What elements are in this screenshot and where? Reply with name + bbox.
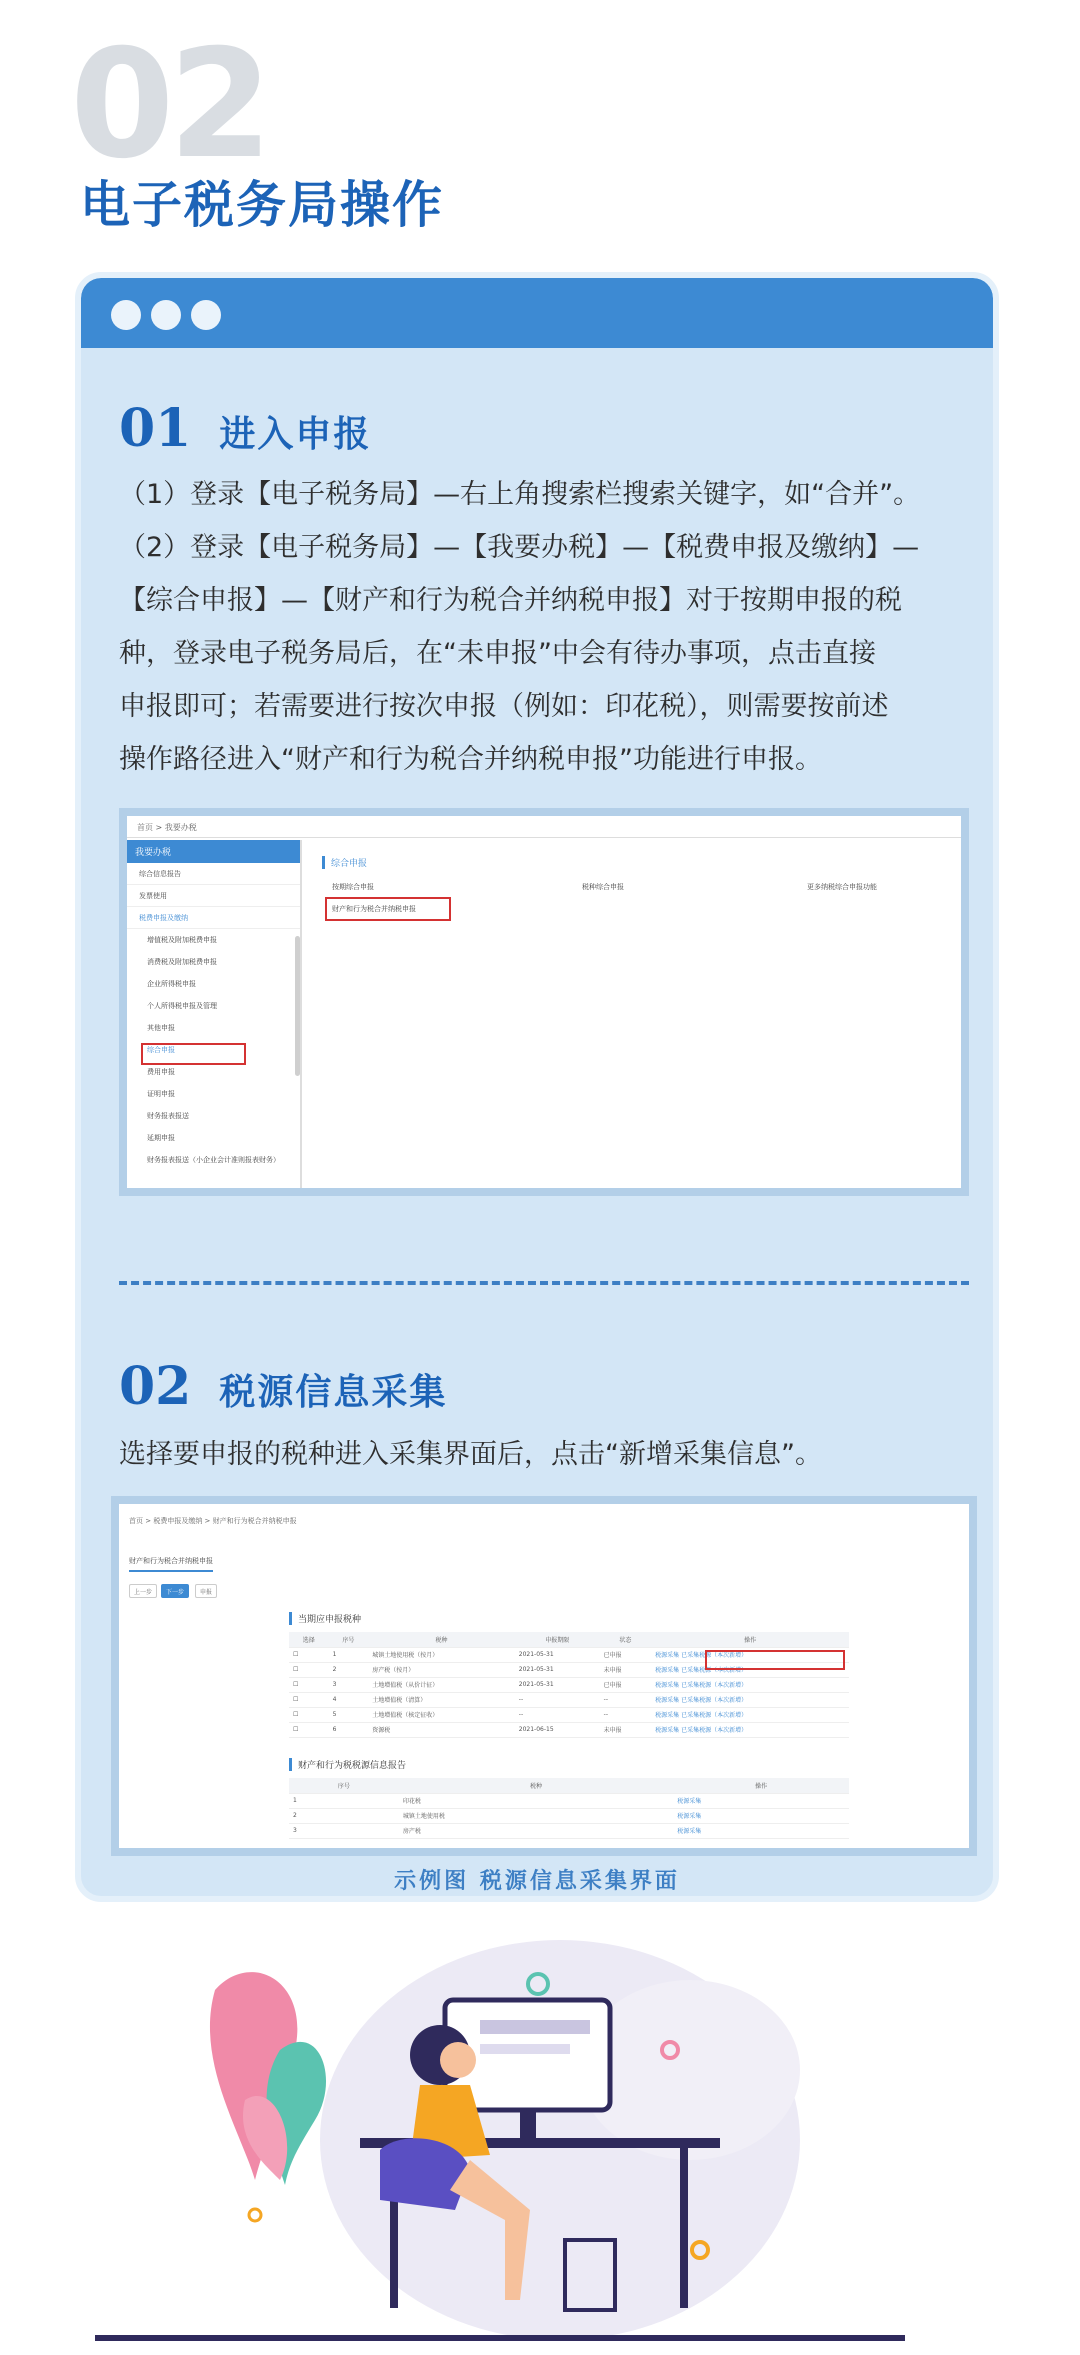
card-title-bar xyxy=(81,278,993,348)
table-row: ☐ 4 土地增值税（清算） -- -- 税源采集 已采集税源（本次新增） xyxy=(289,1692,849,1707)
sidebar-subitem: 企业所得税申报 xyxy=(147,980,196,988)
table-header: 状态 xyxy=(600,1632,652,1647)
step1-line: 操作路径进入“财产和行为税合并纳税申报”功能进行申报。 xyxy=(119,744,822,775)
sidebar-subitem: 消费税及附加税费申报 xyxy=(147,958,217,966)
step1-number: 01 xyxy=(119,398,192,459)
table-header: 操作 xyxy=(651,1632,849,1647)
background-blob xyxy=(580,1980,800,2160)
sidebar-header: 我要办税 xyxy=(127,840,300,863)
menu-link: 按期综合申报 xyxy=(332,883,374,891)
table-row: 2 城镇土地使用税 税源采集 xyxy=(289,1808,849,1823)
sidebar-subitem: 其他申报 xyxy=(147,1024,175,1032)
menu-link: 更多纳税综合申报功能 xyxy=(807,883,877,891)
sidebar-item: 税费申报及缴纳 xyxy=(127,907,300,929)
table-row: ☐ 5 土地增值税（核定征收） -- -- 税源采集 已采集税源（本次新增） xyxy=(289,1707,849,1722)
content-title: 综合申报 xyxy=(322,856,367,869)
office-illustration xyxy=(0,1910,1080,2355)
content-card xyxy=(75,272,999,1902)
decor-circle xyxy=(249,2209,261,2221)
next-button: 下一步 xyxy=(161,1584,189,1598)
table-header: 序号 xyxy=(329,1632,369,1647)
sidebar-subitem: 证明申报 xyxy=(147,1090,175,1098)
step1-line: 申报即可；若需要进行按次申报（例如：印花税），则需要按前述 xyxy=(119,691,889,722)
table-header: 选择 xyxy=(289,1632,329,1647)
sidebar-subitem: 费用申报 xyxy=(147,1068,175,1076)
sidebar-subitem: 延期申报 xyxy=(147,1134,175,1142)
ground-line xyxy=(95,2335,905,2341)
table2-title: 财产和行为税税源信息报告 xyxy=(289,1758,406,1771)
step1-line: （1）登录【电子税务局】—右上角搜索栏搜索关键字，如“合并”。 xyxy=(119,479,921,510)
step1-line: （2）登录【电子税务局】—【我要办税】—【税费申报及缴纳】— xyxy=(119,532,920,563)
window-dot xyxy=(151,300,181,330)
step2-title: 税源信息采集 xyxy=(219,1372,448,1413)
table-header: 申报期限 xyxy=(515,1632,600,1647)
screen-bar xyxy=(480,2020,590,2034)
person-face xyxy=(440,2042,476,2078)
step2-text: 选择要申报的税种进入采集界面后，点击“新增采集信息”。 xyxy=(119,1439,822,1470)
sidebar-item: 发票使用 xyxy=(127,885,300,907)
declare-button: 申报 xyxy=(195,1584,217,1598)
sidebar-subitem: 财务报表报送（小企业会计准则报表财务） xyxy=(147,1156,280,1164)
prev-button: 上一步 xyxy=(129,1584,157,1598)
table1-title: 当期应申报税种 xyxy=(289,1612,361,1625)
highlight-box xyxy=(705,1650,845,1670)
screenshot-sidebar xyxy=(127,840,302,1188)
step1-line: 种，登录电子税务局后，在“未申报”中会有待办事项，点击直接 xyxy=(119,638,876,669)
screenshot-nav: 首页 > 我要办税 xyxy=(127,816,961,838)
table2 xyxy=(289,1778,849,1839)
screen-bar xyxy=(480,2044,570,2054)
step1-line: 【综合申报】—【财产和行为税合并纳税申报】对于按期申报的税 xyxy=(119,585,902,616)
table-row: ☐ 1 城镇土地使用税（按月） 2021-05-31 已申报 税源采集 已采集税源（本次新增） xyxy=(289,1647,849,1662)
sidebar-subitem: 综合申报 xyxy=(147,1046,175,1054)
dashed-divider xyxy=(119,1281,969,1285)
window-dot xyxy=(111,300,141,330)
sidebar-subitem: 财务报表报送 xyxy=(147,1112,189,1120)
figure-caption: 示例图 税源信息采集界面 xyxy=(394,1869,680,1894)
sidebar-item: 综合信息报告 xyxy=(127,863,300,885)
table-header: 操作 xyxy=(673,1778,849,1793)
scrollbar xyxy=(295,936,300,1076)
highlight-box xyxy=(141,1043,246,1065)
table-header: 税种 xyxy=(368,1632,515,1647)
step1-heading xyxy=(119,398,371,459)
menu-link: 财产和行为税合并纳税申报 xyxy=(332,905,416,913)
table-row: ☐ 3 土地增值税（从价计征） 2021-05-31 已申报 税源采集 已采集税源（本次新增） xyxy=(289,1677,849,1692)
window-dot xyxy=(191,300,221,330)
table-row: 1 印花税 税源采集 xyxy=(289,1793,849,1808)
sidebar-subitem: 增值税及附加税费申报 xyxy=(147,936,217,944)
sidebar-subitem: 个人所得税申报及管理 xyxy=(147,1002,217,1010)
step2-number: 02 xyxy=(119,1356,192,1417)
step1-title: 进入申报 xyxy=(219,414,372,455)
section-title: 电子税务局操作 xyxy=(80,176,444,234)
step2-heading xyxy=(119,1356,447,1417)
section-number: 02 xyxy=(70,18,267,192)
screenshot-menu xyxy=(119,808,969,1196)
table-row: ☐ 6 资源税 2021-06-15 未申报 税源采集 已采集税源（本次新增） xyxy=(289,1722,849,1737)
menu-link: 税种综合申报 xyxy=(582,883,624,891)
desk-leg xyxy=(680,2148,688,2308)
screenshot-tab: 财产和行为税合并纳税申报 xyxy=(129,1556,213,1572)
table-row: ☐ 2 房产税（按月） 2021-05-31 未申报 税源采集 已采集税源（本次新增） xyxy=(289,1662,849,1677)
table-row: 3 房产税 税源采集 xyxy=(289,1823,849,1838)
screenshot-collection xyxy=(111,1496,977,1856)
monitor-stand xyxy=(520,2110,536,2138)
step1-text xyxy=(119,468,969,786)
table-header: 税种 xyxy=(399,1778,673,1793)
highlight-box xyxy=(325,897,451,921)
screenshot-breadcrumb: 首页 > 税费申报及缴纳 > 财产和行为税合并纳税申报 xyxy=(129,1517,297,1525)
table1 xyxy=(289,1632,849,1738)
table-header: 序号 xyxy=(289,1778,399,1793)
